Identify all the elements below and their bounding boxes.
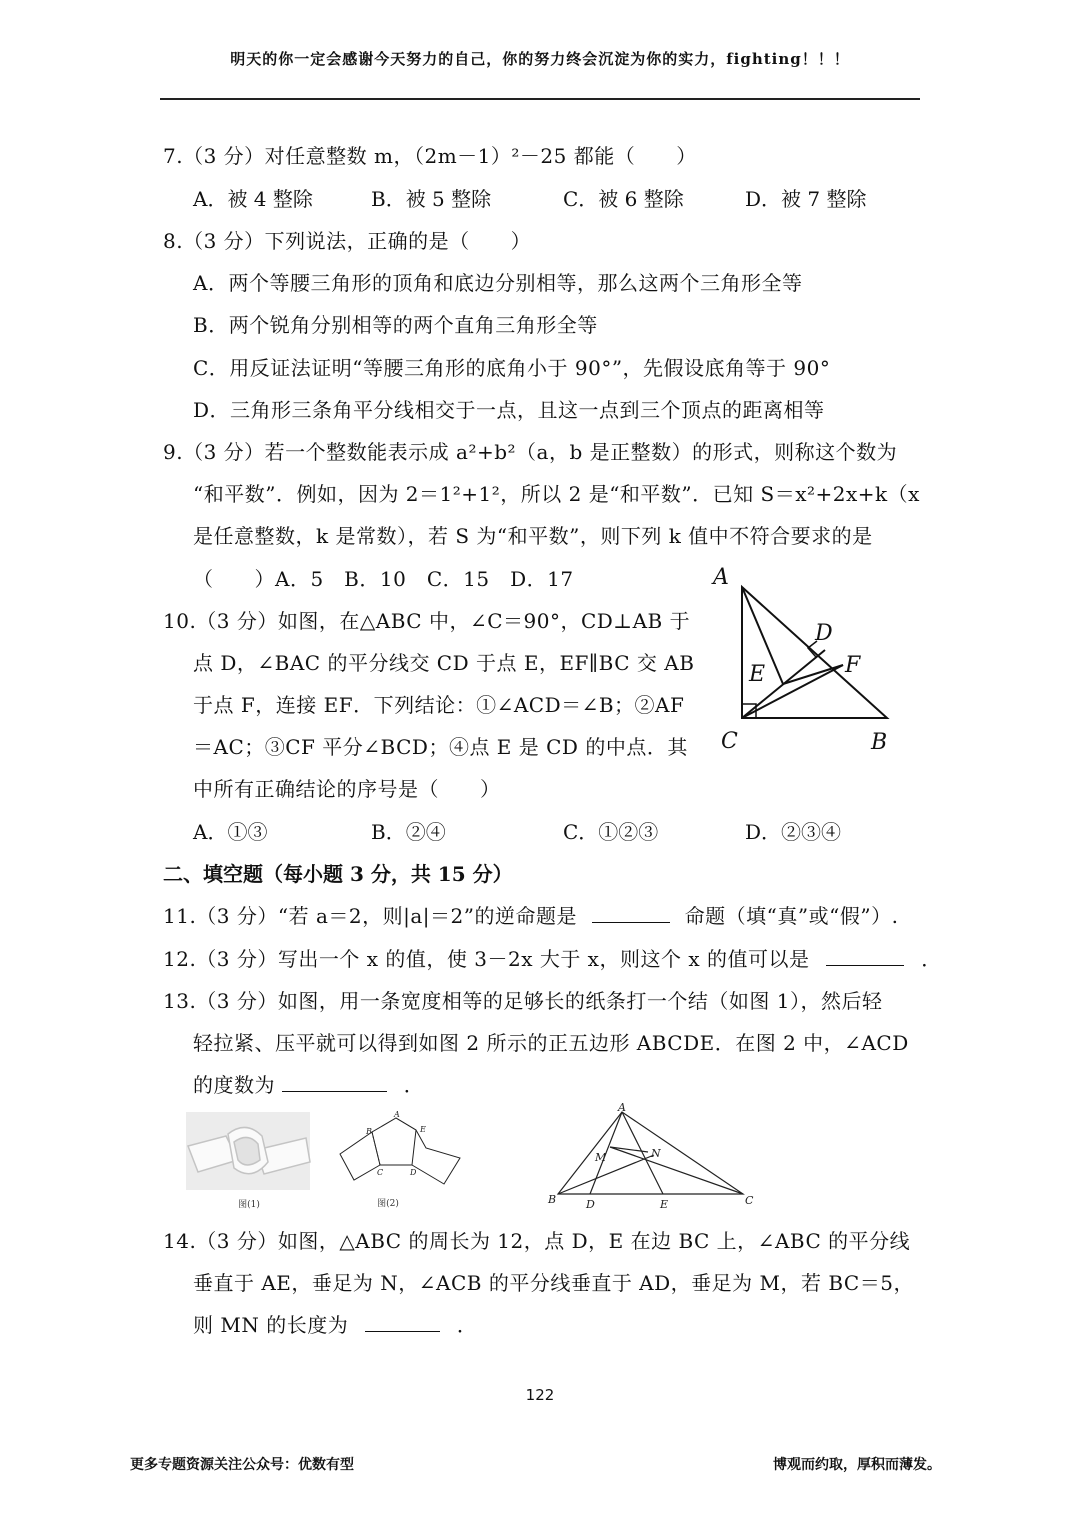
fig14-label-n: N — [651, 1147, 661, 1160]
q13-figure-2-pentagon — [330, 1110, 470, 1214]
q10-line-1: 10.（3 分）如图，在△ABC 中，∠C＝90°，CD⊥AB 于 — [163, 609, 691, 633]
q13-answer-blank[interactable] — [282, 1073, 387, 1092]
q10-option-d: D．②③④ — [745, 820, 842, 844]
label-f: F — [845, 653, 861, 678]
q10-option-c: C．①②③ — [563, 820, 659, 844]
fig14-label-d: D — [586, 1198, 595, 1211]
q10-line-2: 点 D，∠BAC 的平分线交 CD 于点 E，EF∥BC 交 AB — [193, 651, 695, 675]
q13-fig2-caption: 图(2) — [377, 1199, 399, 1209]
triangle-abc — [742, 587, 887, 718]
q10-triangle-figure — [705, 560, 905, 760]
q11-text-after: 命题（填“真”或“假”）. — [684, 904, 899, 928]
q7-option-d: D．被 7 整除 — [745, 187, 867, 211]
q14-line-2: 垂直于 AE，垂足为 N，∠ACB 的平分线垂直于 AD，垂足为 M，若 BC＝5， — [193, 1271, 914, 1295]
fig2-label-e: E — [420, 1125, 426, 1134]
q14-answer-blank[interactable] — [365, 1313, 440, 1332]
q13-text-before: 的度数为 — [193, 1073, 275, 1097]
q14-triangle-figure — [540, 1100, 765, 1216]
page-number: 122 — [525, 1386, 555, 1404]
q13-line-2: 轻拉紧、压平就可以得到如图 2 所示的正五边形 ABCDE．在图 2 中，∠ACD — [193, 1031, 909, 1055]
label-c: C — [721, 729, 738, 754]
fig14-label-e: E — [660, 1198, 669, 1211]
q10-line-5: 中所有正确结论的序号是（ ） — [193, 777, 501, 801]
q13-fig1-caption: 图(1) — [238, 1200, 260, 1210]
fig2-label-c: C — [377, 1168, 384, 1177]
q13-line-1: 13.（3 分）如图，用一条宽度相等的足够长的纸条打一个结（如图 1），然后轻 — [163, 989, 883, 1013]
q11-text-before: 11.（3 分）“若 a＝2，则|a|＝2”的逆命题是 — [163, 904, 577, 928]
fig14-label-m: M — [595, 1151, 607, 1164]
q13-text-after: ． — [403, 1073, 425, 1097]
q8-stem: 8.（3 分）下列说法，正确的是（ ） — [163, 229, 532, 253]
bisector-c — [610, 1147, 743, 1194]
q9-line-3: 是任意整数，k 是常数），若 S 为“和平数”，则下列 k 值中不符合要求的是 — [193, 524, 873, 548]
q12-answer-blank[interactable] — [826, 947, 904, 966]
section-fill-in-title: 二、填空题（每小题 3 分，共 15 分） — [163, 862, 513, 886]
q8-option-a: A．两个等腰三角形的顶角和底边分别相等，那么这两个三角形全等 — [193, 271, 803, 295]
q8-option-b: B．两个锐角分别相等的两个直角三角形全等 — [193, 313, 598, 337]
label-a: A — [713, 565, 729, 590]
label-e: E — [749, 662, 766, 687]
fig2-label-b: B — [366, 1127, 372, 1136]
q14-text-after: ． — [456, 1313, 478, 1337]
fig14-label-a: A — [618, 1101, 626, 1114]
fig14-label-c: C — [745, 1194, 754, 1207]
q11-line — [163, 900, 898, 929]
q12-text-after: ． — [921, 947, 942, 971]
q7-option-c: C．被 6 整除 — [563, 187, 684, 211]
q11-answer-blank[interactable] — [592, 904, 670, 923]
fig2-label-a: A — [394, 1110, 400, 1119]
q12-line — [163, 943, 942, 972]
q10-line-4: ＝AC；③CF 平分∠BCD；④点 E 是 CD 的中点．其 — [193, 735, 688, 759]
q9-line-4: （ ）A．5 B．10 C．15 D．17 — [193, 567, 574, 591]
q8-option-c: C．用反证法证明“等腰三角形的底角小于 90°”，先假设底角等于 90° — [193, 356, 831, 380]
strip-top — [396, 1118, 416, 1130]
q8-option-d: D．三角形三条角平分线相交于一点，且这一点到三个顶点的距离相等 — [193, 398, 825, 422]
fig14-label-b: B — [548, 1193, 557, 1206]
footer-left: 更多专题资源关注公众号：优数有型 — [130, 1457, 354, 1473]
q13-line-3 — [193, 1069, 424, 1098]
strip-right — [412, 1130, 460, 1184]
fig2-label-d: D — [410, 1168, 417, 1177]
q14-line-3 — [193, 1309, 477, 1338]
pentagon-abcde — [372, 1118, 416, 1165]
q14-line-1: 14.（3 分）如图，△ABC 的周长为 12，点 D，E 在边 BC 上，∠ABC 的平分线 — [163, 1229, 911, 1253]
q13-figure-1-knot — [186, 1112, 312, 1212]
q7-option-a: A．被 4 整除 — [193, 187, 313, 211]
q7-option-b: B．被 5 整除 — [371, 187, 492, 211]
q9-line-1: 9.（3 分）若一个整数能表示成 a²+b²（a，b 是正整数）的形式，则称这个数为 — [163, 440, 898, 464]
label-b: B — [871, 730, 888, 755]
q10-option-a: A．①③ — [193, 820, 268, 844]
q12-text-before: 12.（3 分）写出一个 x 的值，使 3－2x 大于 x，则这个 x 的值可以是 — [163, 947, 810, 971]
q10-line-3: 于点 F，连接 EF．下列结论：①∠ACD＝∠B；②AF — [193, 693, 685, 717]
q7-stem: 7.（3 分）对任意整数 m，（2m－1）²－25 都能（ ） — [163, 144, 697, 168]
q10-option-b: B．②④ — [371, 820, 446, 844]
q9-line-2: “和平数”．例如，因为 2＝1²+1²，所以 2 是“和平数”．已知 S＝x²+2x+k（x — [193, 482, 920, 506]
header-motto: 明天的你一定会感谢今天努力的自己，你的努力终会沉淀为你的实力，fighting！！！ — [230, 50, 850, 68]
q14-text-before: 则 MN 的长度为 — [193, 1313, 349, 1337]
header-divider — [160, 98, 920, 100]
label-d: D — [815, 621, 833, 646]
footer-right: 博观而约取，厚积而薄发。 — [773, 1457, 941, 1473]
